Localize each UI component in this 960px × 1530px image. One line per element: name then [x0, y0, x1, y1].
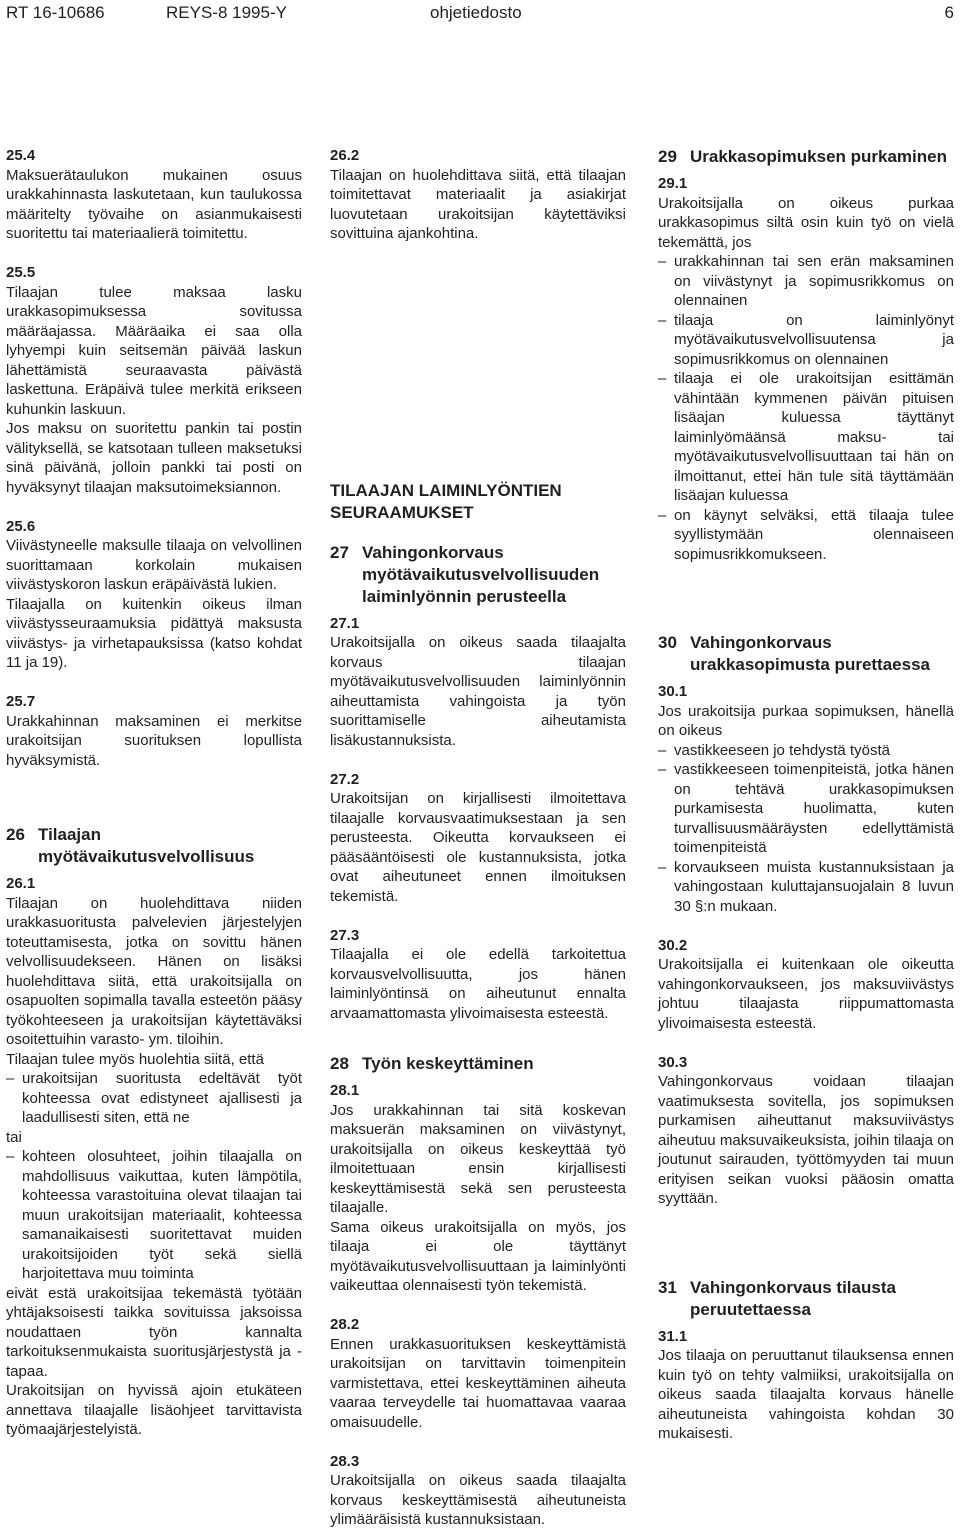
- clause-number: 29.1: [658, 175, 688, 192]
- section-number: 26: [6, 825, 25, 844]
- section-28-2: [330, 1315, 626, 1432]
- section-title: Vahingonkorvaus myötävaikutusvelvollisuuden laiminlyönnin perusteella: [362, 542, 600, 606]
- section-28-3: [330, 1452, 626, 1530]
- list-item: – tilaaja on laiminlyönyt myötävaikutusvelvollisuutensa ja sopimusrikkomus on olennainen: [658, 311, 954, 370]
- clause-number: 28.1: [330, 1082, 360, 1099]
- clause-text: Jos maksu on suoritettu pankin tai postin välityksellä, se katsotaan tulleen maksetuksi sinä päivänä, jolloin pankki tai posti on hyväksynyt tilaajan maksutoimeksiannon.: [6, 420, 302, 496]
- list-item: – kohteen olosuhteet, joihin tilaajalla on mahdollisuus vaikuttaa, kuten lämpötila, kohteessa varastoituina olevat tilaajan tai muun urakoitsijan materiaalit, kohteessa samanaikaisesti suoritettavat muiden urakoitsijoiden työt sekä siellä harjoitettava muu toiminta: [6, 1147, 302, 1284]
- clause-number: 30.2: [658, 936, 688, 954]
- section-26-1: [6, 874, 302, 1440]
- section-25-4: [6, 146, 302, 244]
- section-heading-27: [330, 542, 626, 608]
- clause-text: Tilaajalla on kuitenkin oikeus ilman viivästysseuraamuksia pidättyä maksusta viivästys- ja virhetapauksissa (katso kohdat 11 ja 19).: [6, 595, 302, 671]
- clause-number: 27.3: [330, 926, 360, 944]
- clause-text: Tilaajan on huolehdittava siitä, että tilaajan toimitettavat materiaalit ja asiakirjat luovutetaan urakoitsijan käytettäviksi sovittuina ajankohtina.: [330, 166, 626, 242]
- clause-text: Urakoitsijan on kirjallisesti ilmoitettava tilaajalle korvausvaatimuksestaan ja sen perusteesta. Oikeutta korvaukseen ei pääsääntöisesti ole kustannuksista, jotka ovat aiheutuneet ennen ilmoituksen tekemistä.: [330, 790, 626, 905]
- section-27-2: [330, 770, 626, 907]
- clause-text: Ennen urakkasuorituksen keskeyttämistä urakoitsijan on tarvittavin toimenpitein varmistettava, ettei keskeyttäminen aiheuta vaaraa terveydelle tai huomattavaa vaaraa omaisuudelle.: [330, 1335, 626, 1431]
- column-right: [658, 146, 954, 1444]
- section-title: Työn keskeyttäminen: [362, 1054, 534, 1073]
- section-number: 30: [658, 633, 677, 652]
- section-30-2: [658, 936, 954, 1034]
- clause-text: Tilaajan tulee myös huolehtia siitä, että: [6, 1050, 264, 1068]
- clause-number: 25.7: [6, 693, 36, 710]
- column-left: [6, 146, 302, 1440]
- clause-text: Urakkahinnan maksaminen ei merkitse urakoitsijan suorituksen lopullista hyväksymistä.: [6, 712, 302, 769]
- clause-text: Vahingonkorvaus voidaan tilaajan vaatimuksesta sovitella, jos sopimuksen purkamisen aiheuttanut maksuviivästys aiheutuu maksuvaikeuksista, joihin tilaaja on joutunut sairauden, työttömyyden tai muun erityisen seikan vuoksi pääosin omatta syyttään.: [658, 1073, 954, 1207]
- section-29-1: [658, 174, 954, 564]
- clause-number: 28.2: [330, 1316, 360, 1333]
- clause-text: eivät estä urakoitsijaa tekemästä työtään yhtäjaksoisesti taikka sovituissa jaksoissa noudattaen työn kannalta tarkoituksenmukaista suoritusjärjestystä ja -tapaa.: [6, 1284, 302, 1380]
- document-type: ohjetiedosto: [430, 3, 522, 22]
- condition-list: [6, 1069, 302, 1128]
- section-31-1: [658, 1327, 954, 1444]
- condition-list: [658, 252, 954, 564]
- column-middle: [330, 146, 626, 1530]
- clause-text: Tilaajan tulee maksaa lasku urakkasopimuksessa sovitussa määräajassa. Määräaika ei saa olla lyhyempi kuin seitsemän päivää laskun lähettämistä seuraavasta päivästä laskettuna. Eräpäivä tulee merkitä erikseen kuhunkin laskuun.: [6, 283, 302, 418]
- document-reference: REYS-8 1995-Y: [166, 3, 287, 22]
- section-number: 27: [330, 542, 349, 562]
- clause-text: Urakoitsijalla on oikeus saada tilaajalta korvaus tilaajan myötävaikutusvelvollisuuden laiminlyönnin aiheuttamista vahingoista ja työn suorittamiselle aiheutamista lisäkustannuksista.: [330, 634, 626, 749]
- section-number: 28: [330, 1054, 349, 1073]
- clause-number: 26.2: [330, 147, 360, 164]
- clause-number: 30.1: [658, 683, 688, 700]
- clause-text: Jos urakoitsija purkaa sopimuksen, hänellä on oikeus: [658, 702, 954, 739]
- clause-text: Urakoitsijalla ei kuitenkaan ole oikeutta vahingonkorvaukseen, jos maksuviivästys johtuu tilaajasta riippumattomasta ylivoimaisesta esteestä.: [658, 956, 954, 1032]
- condition-list: [658, 741, 954, 917]
- section-heading-30: [658, 632, 954, 676]
- section-27-3: [330, 926, 626, 1024]
- clause-text: Maksuerätaulukon mukainen osuus urakkahinnasta laskutetaan, kun taulukossa määritelty työvaihe on asianmukaisesti suoritettu tai materiaalierä toimitettu.: [6, 166, 302, 242]
- section-heading-31: [658, 1277, 954, 1321]
- section-heading-26: [6, 824, 302, 868]
- section-26-2: [330, 146, 626, 244]
- section-number: 29: [658, 147, 677, 166]
- clause-text: Jos tilaaja on peruuttanut tilauksensa ennen kuin työ on tehty valmiiksi, urakoitsijalla on oikeus saada tilaajalta korvaus hänelle aiheutuneista vahingoista kohdan 30 mukaisesti.: [658, 1347, 954, 1442]
- clause-text: Sama oikeus urakoitsijalla on myös, jos tilaaja ei ole täyttänyt myötävaikutusvelvollisuuttaan ja laiminlyönti vaikeuttaa olennaisesti työn tekemistä.: [330, 1218, 626, 1294]
- list-connector: tai: [6, 1128, 22, 1146]
- page-number: 6: [944, 3, 954, 22]
- clause-number: 27.1: [330, 614, 360, 632]
- clause-text: Urakoitsijalla on oikeus purkaa urakkasopimus siltä osin kuin työ on vielä tekemättä, jos: [658, 194, 954, 251]
- section-27-1: [330, 614, 626, 751]
- clause-text: Tilaajan on huolehdittava niiden urakkasuoritusta palvelevien järjestelyjen toteuttamisesta, jotka on sovittu hänen velvollisuudekseen. Hänen on lisäksi huolehdittava siitä, että urakoitsijalla on osapuolten sopimalla tavalla esteetön pääsy työkohteeseen ja urakoitsijan käytettäväksi osoitettuihin varasto- ym. tiloihin.: [6, 894, 302, 1048]
- clause-text: Urakoitsijan on hyvissä ajoin etukäteen annettava tilaajalle lisäohjeet tarvittavista työmaajärjestelyistä.: [6, 1382, 302, 1438]
- section-number: 31: [658, 1277, 677, 1297]
- section-28-1: [330, 1081, 626, 1296]
- section-title: Vahingonkorvaus urakkasopimusta purettaessa: [690, 633, 930, 674]
- clause-number: 25.5: [6, 264, 36, 281]
- section-30-3: [658, 1053, 954, 1209]
- section-title: Urakkasopimuksen purkaminen: [690, 147, 947, 166]
- chapter-title: TILAAJAN LAIMINLYÖNTIEN SEURAAMUKSET: [330, 480, 562, 522]
- clause-number: 27.2: [330, 770, 360, 788]
- list-item: – vastikkeeseen toimenpiteistä, jotka hänen on tehtävä urakkasopimuksen purkamisesta huolimatta, kuten turvallisuusmääräysten edellyttämistä toimenpiteistä: [658, 760, 954, 858]
- clause-text: Viivästyneelle maksulle tilaaja on velvollinen suorittamaan korkolain mukaisen viivästyskoron laskun eräpäivästä lukien.: [6, 537, 302, 593]
- section-25-5: [6, 263, 302, 497]
- section-30-1: [658, 682, 954, 916]
- section-heading-29: [658, 146, 954, 168]
- clause-text: Jos urakkahinnan tai sitä koskevan maksuerän maksaminen on viivästynyt, urakoitsijalla on oikeus keskeyttää työ ilmoitettuaan ensin kirjallisesti keskeyttämisestä sekä sen perusteesta tilaajalle.: [330, 1101, 626, 1216]
- list-item: – korvaukseen muista kustannuksistaan ja vahingostaan kuluttajansuojalain 8 luvun 30 §:n mukaan.: [658, 858, 954, 917]
- clause-number: 26.1: [6, 875, 36, 892]
- clause-number: 25.6: [6, 517, 36, 535]
- section-title: Vahingonkorvaus tilausta peruutettaessa: [690, 1277, 896, 1319]
- section-heading-28: [330, 1053, 626, 1075]
- list-item: – vastikkeeseen jo tehdystä työstä: [658, 741, 954, 761]
- clause-number: 30.3: [658, 1053, 688, 1071]
- clause-number: 28.3: [330, 1452, 360, 1470]
- list-item: – tilaaja ei ole urakoitsijan esittämän vähintään kymmenen päivän pituisen lisäajan kuluessa täyttänyt laiminlyömäänsä maksu- tai myötävaikutusvelvollisuuttaan tai hän on ilmoittanut, ettei hän tule sitä täyttämään lisäajan kuluessa: [658, 369, 954, 506]
- section-25-6: [6, 517, 302, 673]
- clause-number: 31.1: [658, 1327, 688, 1345]
- document-id: RT 16-10686: [6, 3, 105, 22]
- condition-list: [6, 1147, 302, 1284]
- section-25-7: [6, 692, 302, 770]
- clause-text: Urakoitsijalla on oikeus saada tilaajalta korvaus keskeyttämisestä aiheutuneista ylimääräisistä kustannuksistaan.: [330, 1472, 626, 1528]
- list-item: – urakkahinnan tai sen erän maksaminen on viivästynyt ja sopimusrikkomus on olennainen: [658, 252, 954, 311]
- section-title: Tilaajan myötävaikutusvelvollisuus: [38, 825, 255, 866]
- clause-number: 25.4: [6, 147, 36, 164]
- clause-text: Tilaajalla ei ole edellä tarkoitettua korvausvelvollisuutta, jos hänen laiminlyöntinsä on aiheutunut ennalta arvaamattomasta ylivoimaisesta esteestä.: [330, 946, 626, 1022]
- page-header: [0, 0, 960, 26]
- list-item: – urakoitsijan suoritusta edeltävät työt kohteessa ovat edistyneet ajallisesti ja laadullisesti siten, että ne: [6, 1069, 302, 1128]
- list-item: – on käynyt selväksi, että tilaaja tulee syyllistymään olennaiseen sopimusrikkomukseen.: [658, 506, 954, 565]
